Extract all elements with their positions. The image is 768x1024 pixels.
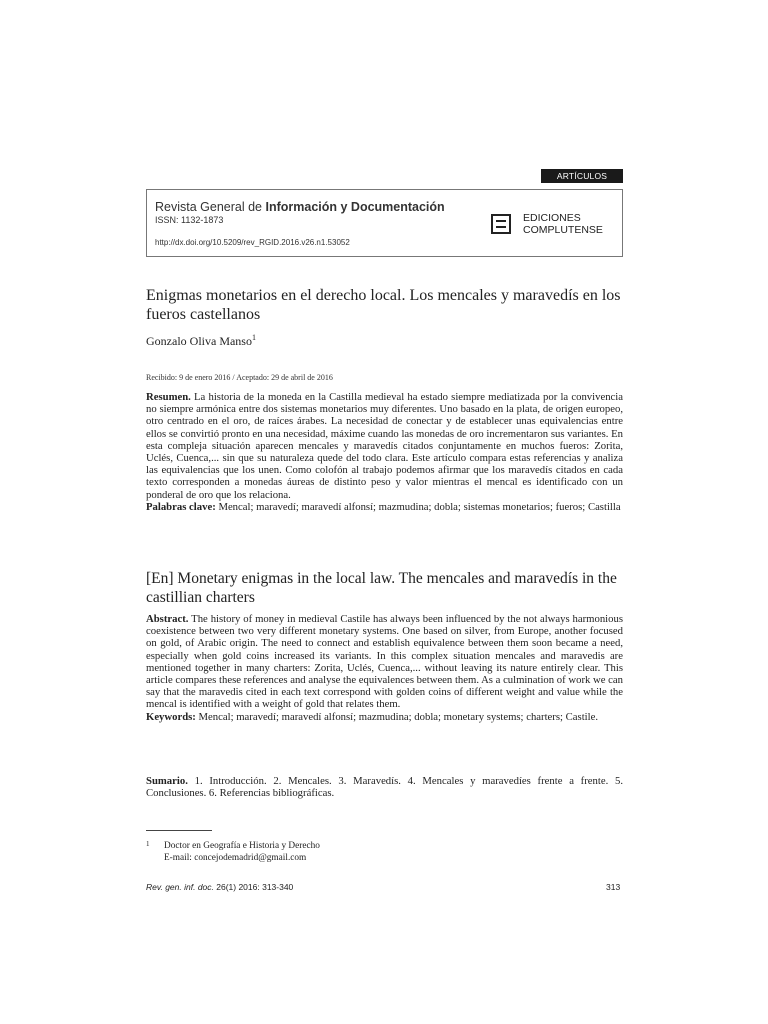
resumen-paragraph [146,391,623,501]
journal-issn: ISSN: 1132-1873 [155,215,224,225]
journal-name-bold: Información y Documentación [265,200,445,214]
footer-citation [146,882,293,892]
abstract-paragraph [146,613,623,711]
footnote-number: 1 [146,840,150,848]
english-title: [En] Monetary enigmas in the local law. The mencales and maravedís in the castillian charters [146,570,617,606]
keywords-label: Keywords: [146,710,196,723]
sumario-block [146,775,623,799]
author-footnote-ref[interactable]: 1 [251,333,256,342]
sumario-label: Sumario. [146,775,188,787]
author [146,333,256,349]
resumen-text: La historia de la moneda en la Castilla medieval ha estado siempre mediatizada por la convivencia no siempre armónica entre dos sistemas monetarios muy diferentes. Uno basado en la plata, de origen europeo, otro centrado en el oro, de raíces árabes. La necesidad de conectar y de establecer unas equivalencias entre ellos se convirtió pronto en una necesidad, máxime cuando las monedas de oro incrementaron sus variantes. En esta compleja situación aparecen mencales y maravedís citados conjuntamente en muchos fueros: Zorita, Uclés, Cuenca,... sin que su naturaleza quede del todo clara. Este artículo compara estas referencias y analiza las equivalencias que los unen. Como colofón al trabajo podemos afirmar que los maravedís citados en cada texto corresponden a monedas áureas de distinto peso y valor mientras el mencal es identificado con un ponderal de oro que los relaciona. [146,391,623,501]
received-accepted-dates: Recibido: 9 de enero 2016 / Aceptado: 29 de abril de 2016 [146,373,333,382]
author-name: Gonzalo Oliva Manso [146,334,252,348]
footnote-divider [146,830,212,831]
palabras-clave-paragraph [146,501,623,513]
journal-name [155,200,445,214]
resumen-block [146,391,623,513]
journal-header-box [146,189,623,257]
publisher-line-2: COMPLUTENSE [523,224,603,236]
footer-journal-abbrev: Rev. gen. inf. doc. [146,882,214,892]
page-number: 313 [606,882,621,892]
abstract-text: The history of money in medieval Castile has always been influenced by the not always harmonious coexistence between two very different monetary systems. One based on silver, from Europe, another focused on gold, of Arabic origin. The need to connect and establish equivalence between them soon became a need, especially when gold coins increased its variants. In this complex situation mencales and maravedis are mentioned together in many charters: Zorita, Uclés, Cuenca,... without leaving its nature entirely clear. This article compares these references and analyse the equivalences between them. As a culmination of work we can say that the maravedis cited in each text correspond with golden coins of different weight and value while the mencal is identified with a weight of gold that relates them. [146,613,623,711]
footnote [146,840,320,864]
abstract-block [146,613,623,723]
palabras-clave-text: Mencal; maravedí; maravedí alfonsí; mazmudina; dobla; sistemas monetarios; fueros; Castilla [215,500,621,513]
footer-citation-details: 26(1) 2016: 313-340 [213,882,294,892]
ediciones-complutense-logo-icon [491,214,511,234]
sumario-text: 1. Introducción. 2. Mencales. 3. Maravedís. 4. Mencales y maravedíes frente a frente. 5. Conclusiones. 6. Referencias bibliográficas. [146,775,623,800]
publisher-name [523,212,603,236]
article-title: Enigmas monetarios en el derecho local. Los mencales y maravedís en los fueros castellanos [146,287,621,323]
doi-link[interactable]: http://dx.doi.org/10.5209/rev_RGID.2016.v26.n1.53052 [155,238,350,247]
section-tag: ARTÍCULOS [541,169,623,183]
footnote-email: E-mail: concejodemadrid@gmail.com [164,853,307,863]
keywords-text: Mencal; maravedí; maravedí alfonsí; mazmudina; dobla; monetary systems; charters; Castile. [195,710,599,723]
palabras-clave-label: Palabras clave: [146,500,216,513]
publisher-line-1: EDICIONES [523,212,581,224]
resumen-label: Resumen. [146,391,191,403]
keywords-paragraph [146,711,623,723]
footnote-line-1: Doctor en Geografía e Historia y Derecho [164,841,320,851]
abstract-label: Abstract. [146,613,189,625]
journal-name-prefix: Revista General de [155,200,266,214]
